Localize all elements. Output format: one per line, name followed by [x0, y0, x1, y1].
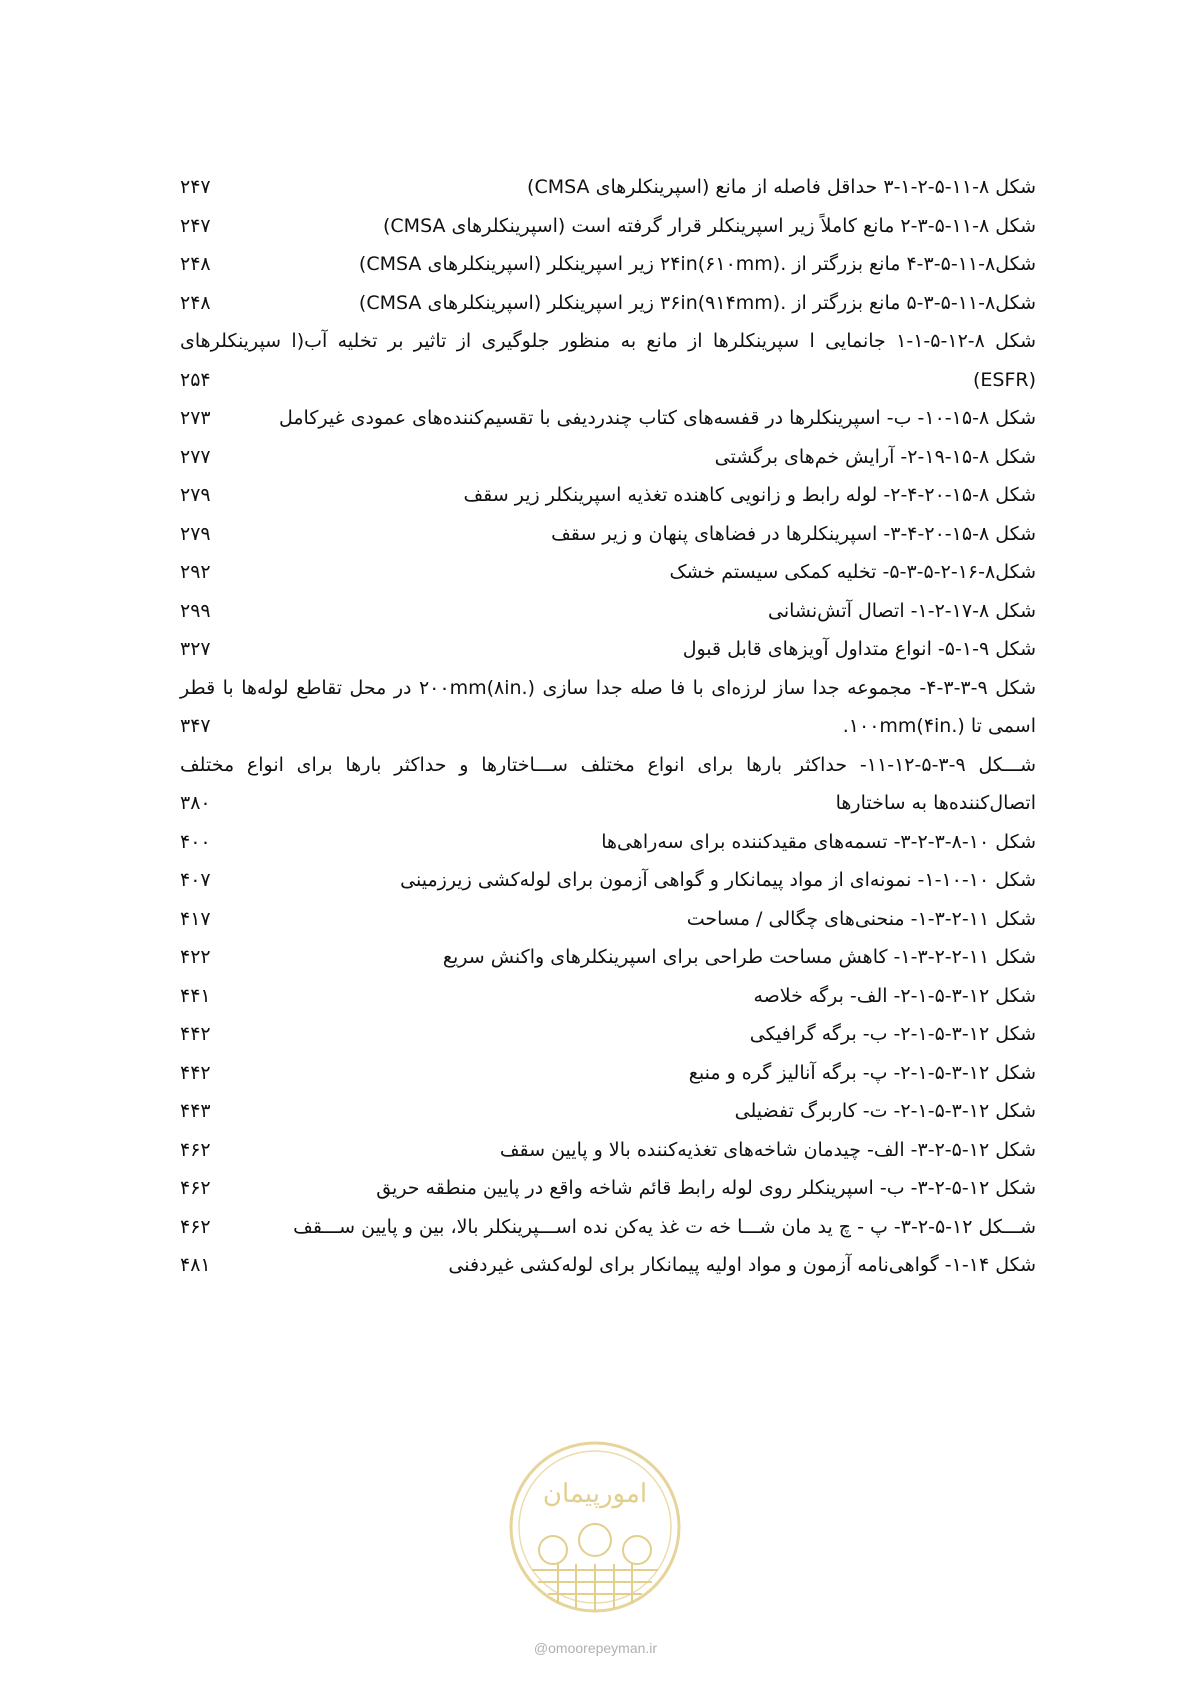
- entry-page-number: ۲۴۸: [180, 253, 211, 275]
- toc-entry[interactable]: [180, 1015, 1036, 1054]
- entry-page-number: ۴۴۳: [180, 1100, 211, 1122]
- toc-entry[interactable]: [180, 207, 1036, 246]
- entry-page-number: ۲۷۹: [180, 522, 211, 545]
- toc-entry[interactable]: [180, 823, 1036, 862]
- entry-page-number: ۲۹۲: [180, 561, 211, 583]
- entry-page-number: ۲۷۹: [180, 484, 211, 506]
- entry-page-number: ۳۴۷: [180, 715, 211, 737]
- logo-emblem-icon: [508, 1440, 682, 1614]
- toc-entry[interactable]: [180, 438, 1036, 477]
- entry-page-number: ۴۶۲: [180, 1177, 211, 1199]
- entry-page-number: ۴۱۷: [180, 907, 211, 930]
- toc-entry[interactable]: [180, 630, 1036, 669]
- entry-page-number: ۴۰۰: [180, 830, 211, 853]
- entry-page-number: ۴۶۲: [180, 1215, 211, 1238]
- entry-title: شکل ۱۲-۳-۵-۱-۲- پ- برگه آنالیز گره و منبع: [688, 1061, 1036, 1084]
- entry-page-number: ۲۴۸: [180, 291, 211, 314]
- entry-title: شـــکل ۹-۳-۵-۱۲-۱۱- حداکثر بارها برای انواع مختلف ســـاختارها و حداکثر بارها برای انواع مختلف اتصال‌کننده‌ها به ساختارها: [180, 753, 1036, 814]
- toc-entry[interactable]: [180, 553, 1036, 592]
- toc-entry[interactable]: [180, 938, 1036, 977]
- entry-page-number: ۳۸۰: [180, 792, 211, 814]
- entry-title: شکل ۸-۱۵-۱۰- ب- اسپرینکلرها در قفسه‌های کتاب چندردیفی با تقسیم‌کننده‌های عمودی غیرکامل: [278, 407, 1036, 429]
- entry-page-number: ۴۲۲: [180, 946, 211, 968]
- toc-entry[interactable]: [180, 515, 1036, 554]
- toc-entry[interactable]: [180, 1131, 1036, 1170]
- entry-title: شکل ۱۲-۳-۵-۱-۲- ت- کاربرگ تفضیلی: [734, 1100, 1036, 1122]
- toc-entry[interactable]: [180, 399, 1036, 438]
- entry-title: شکل۸-۱۶-۲-۵-۳-۵- تخلیه کمکی سیستم خشک: [669, 561, 1036, 583]
- entry-title: شکل ۱۲-۵-۲-۳- الف- چیدمان شاخه‌های تغذیه‌کننده بالا و پایین سقف: [499, 1138, 1036, 1161]
- entry-title: شکل ۸-۱۵-۲۰-۴-۲- لوله رابط و زانویی کاهنده تغذیه اسپرینکلر زیر سقف: [463, 484, 1036, 506]
- toc-entry[interactable]: [180, 669, 1036, 746]
- entry-page-number: ۲۴۷: [180, 214, 211, 237]
- toc-entry[interactable]: [180, 1246, 1036, 1285]
- entry-page-number: ۴۶۲: [180, 1138, 211, 1161]
- entry-page-number: ۴۰۷: [180, 869, 211, 891]
- toc-entry[interactable]: [180, 284, 1036, 323]
- entry-title: شکل ۹-۳-۳-۴- مجموعه جدا ساز لرزه‌ای با فا صله جدا سازی ۲۰۰mm(۸in.) در محل تقاطع لوله‌ها با قطر اسمی تا ۱۰۰mm(۴in.).: [180, 676, 1037, 737]
- toc-entry[interactable]: [180, 1208, 1036, 1247]
- publisher-logo: [508, 1440, 682, 1614]
- entry-page-number: ۲۹۹: [180, 599, 211, 622]
- entry-title: شکل ۱۰-۱۰-۱- نمونه‌ای از مواد پیمانکار و گواهی آزمون برای لوله‌کشی زیرزمینی: [400, 869, 1036, 891]
- entry-title: شکل ۸-۱۵-۲۰-۴-۳- اسپرینکلرها در فضاهای پنهان و زیر سقف: [551, 522, 1036, 545]
- logo-wordmark: امورپیمان: [542, 1479, 648, 1509]
- toc-entry[interactable]: [180, 861, 1036, 900]
- website-watermark: @omoorepeyman.ir: [533, 1640, 658, 1656]
- entry-page-number: ۲۷۳: [180, 407, 211, 429]
- entry-page-number: ۲۵۴: [180, 368, 211, 391]
- toc-entry[interactable]: [180, 1054, 1036, 1093]
- entry-title: شکل۸-۱۱-۵-۳-۴ مانع بزرگتر از .۲۴in(۶۱۰mm) زیر اسپرینکلر (اسپرینکلرهای CMSA): [358, 253, 1036, 275]
- entry-title: شکل ۱۲-۳-۵-۱-۲- ب- برگه گرافیکی: [749, 1023, 1036, 1045]
- toc-entry[interactable]: [180, 1169, 1036, 1208]
- toc-entry[interactable]: [180, 1092, 1036, 1131]
- entry-title: شکل ۱۴-۱- گواهی‌نامه آزمون و مواد اولیه پیمانکار برای لوله‌کشی غیردفنی: [448, 1254, 1036, 1276]
- table-of-figures: [180, 168, 1036, 1285]
- toc-entry[interactable]: [180, 592, 1036, 631]
- entry-page-number: ۴۴۲: [180, 1023, 211, 1045]
- entry-title: شکل ۸-۱۷-۲-۱- اتصال آتش‌نشانی: [767, 599, 1036, 622]
- toc-entry[interactable]: [180, 900, 1036, 939]
- entry-title: شکل ۸-۱۵-۱۹-۲- آرایش خم‌های برگشتی: [714, 445, 1036, 468]
- entry-title: شکل ۱۰-۸-۳-۲-۳- تسمه‌های مقیدکننده برای سه‌راهی‌ها: [601, 830, 1036, 853]
- entry-title: شکل ۱۲-۳-۵-۱-۲- الف- برگه خلاصه: [753, 984, 1036, 1007]
- entry-page-number: ۳۲۷: [180, 638, 211, 660]
- entry-title: شکل۸-۱۱-۵-۳-۵ مانع بزرگتر از .۳۶in(۹۱۴mm) زیر اسپرینکلر (اسپرینکلرهای CMSA): [358, 291, 1036, 314]
- entry-title: شکل ۱۱-۲-۲-۳-۱- کاهش مساحت طراحی برای اسپرینکلرهای واکنش سریع: [442, 946, 1036, 968]
- toc-entry[interactable]: [180, 322, 1036, 399]
- toc-entry[interactable]: [180, 746, 1036, 823]
- entry-page-number: ۴۴۲: [180, 1061, 211, 1084]
- entry-title: شکل ۸-۱۱-۵-۲-۱-۳ حداقل فاصله از مانع (اسپرینکلرهای CMSA): [527, 176, 1036, 198]
- entry-title: شکل ۸-۱۱-۵-۳-۲ مانع کاملاً زیر اسپرینکلر قرار گرفته است (اسپرینکلرهای CMSA): [382, 214, 1036, 237]
- entry-title: شکل ۱۱-۲-۳-۱- منحنی‌های چگالی / مساحت: [686, 907, 1036, 930]
- entry-page-number: ۴۸۱: [180, 1254, 211, 1276]
- entry-page-number: ۲۷۷: [180, 445, 211, 468]
- entry-title: شـــکل ۱۲-۵-۲-۳- پ - چ ید مان شـــا خه ت غذ یه‌کن نده اســـپرینکلر بالا، بین و پایین ســـقف: [293, 1215, 1036, 1238]
- toc-entry[interactable]: [180, 977, 1036, 1016]
- toc-entry[interactable]: [180, 168, 1036, 207]
- toc-entry[interactable]: [180, 476, 1036, 515]
- entry-title: شکل ۸-۱۲-۵-۱-۱ جانمایی ا سپرینکلرها از مانع به منظور جلوگیری از تاثیر بر تخلیه آب(ا سپرینکلرهای (ESFR): [180, 330, 1036, 391]
- entry-page-number: ۲۴۷: [180, 176, 211, 198]
- entry-title: شکل ۱۲-۵-۲-۳- ب- اسپرینکلر روی لوله رابط قائم شاخه واقع در پایین منطقه حریق: [376, 1177, 1036, 1199]
- entry-title: شکل ۹-۱-۵- انواع متداول آویزهای قابل قبول: [682, 638, 1036, 660]
- toc-entry[interactable]: [180, 245, 1036, 284]
- entry-page-number: ۴۴۱: [180, 984, 211, 1007]
